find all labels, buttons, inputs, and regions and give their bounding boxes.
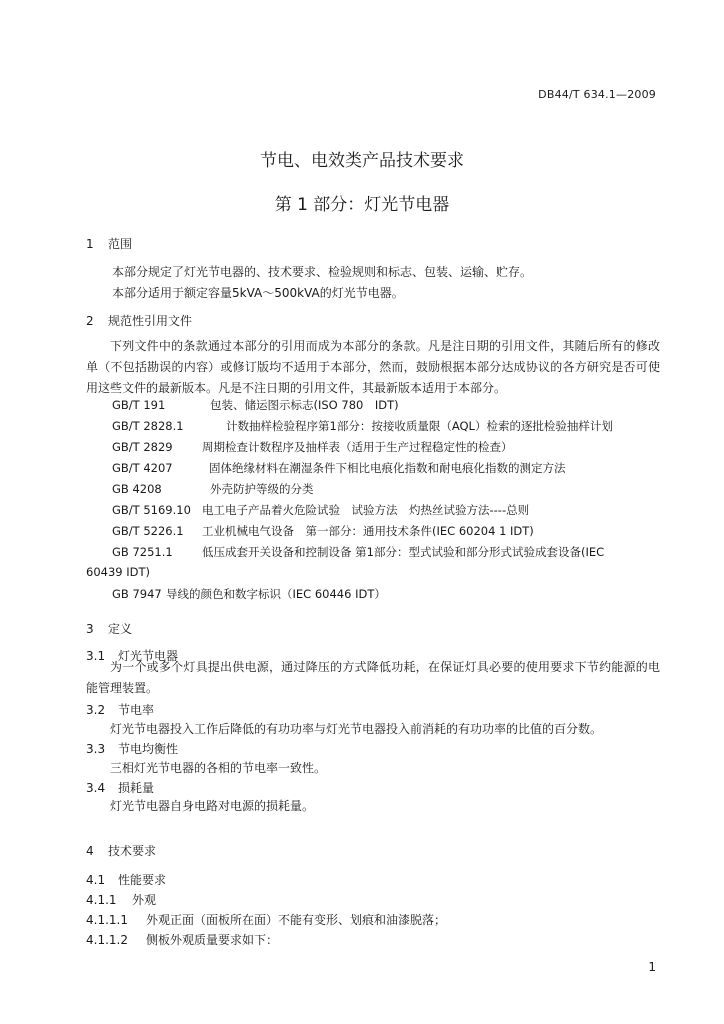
reference-item	[112, 523, 534, 539]
standard-code: DB44/T 634.1—2009	[538, 88, 656, 101]
section-number: 2	[86, 314, 94, 328]
definition-text: 灯光节电器投入工作后降低的有功功率与灯光节电器投入前消耗的有功功率的比值的百分数。	[110, 722, 603, 736]
clause-number: 4.1	[86, 873, 106, 887]
document-subtitle: 第 1 部分：灯光节电器	[274, 195, 450, 215]
reference-title: 周期检查计数程序及抽样表（适用于生产过程稳定性的检查）	[202, 440, 513, 454]
definition-heading	[86, 740, 178, 757]
reference-item	[112, 397, 399, 413]
reference-item-continuation	[86, 565, 150, 579]
clause-number: 3.2	[86, 703, 106, 717]
clause-line	[86, 911, 446, 928]
reference-code: GB/T 4207	[112, 461, 173, 475]
definition-text: 灯光节电器自身电路对电源的损耗量。	[110, 799, 315, 813]
reference-title: 60439 IDT)	[86, 565, 150, 579]
definition-heading	[86, 701, 154, 718]
reference-item	[112, 502, 529, 518]
section-2-intro: 下列文件中的条款通过本部分的引用而成为本部分的条款。凡是注日期的引用文件，其随后所有的修改单（不包括勘误的内容）或修订版均不适用于本部分，然而，鼓励根据本部分达成协议的各方研究是否可使用这些文件的最新版本。凡是不注日期的引用文件，其最新版本适用于本部分。	[86, 339, 660, 395]
clause-number: 4.1.1.1	[86, 913, 128, 927]
reference-title: 固体绝缘材料在潮湿条件下相比电痕化指数和耐电痕化指数的测定方法	[209, 461, 566, 475]
section-number: 1	[86, 237, 94, 251]
clause-title: 性能要求	[118, 873, 167, 887]
clause-text: 外观正面（面板所在面）不能有变形、划痕和油漆脱落；	[146, 913, 447, 927]
section-title: 技术要求	[108, 844, 157, 858]
reference-title: 外壳防护等级的分类	[210, 482, 314, 496]
reference-item	[112, 481, 314, 497]
reference-code: GB/T 191	[112, 398, 166, 412]
reference-item	[112, 544, 604, 560]
section-number: 3	[86, 622, 94, 636]
section-title: 定义	[108, 622, 133, 636]
document-title: 节电、电效类产品技术要求	[260, 151, 464, 171]
reference-code: GB/T 5169.10	[112, 503, 191, 517]
clause-number: 4.1.1.2	[86, 933, 128, 947]
section-title: 范围	[108, 237, 133, 251]
definition-term: 节电均衡性	[118, 742, 179, 756]
page-number: 1	[648, 960, 656, 974]
clause-number: 3.1	[86, 649, 106, 663]
section-1-line-1: 本部分规定了灯光节电器的、技术要求、检验规则和标志、包装、运输、贮存。	[112, 265, 533, 279]
definition-heading	[86, 779, 154, 796]
reference-item	[112, 460, 566, 476]
reference-title: 电工电子产品着火危险试验 试验方法 灼热丝试验方法----总则	[202, 503, 530, 517]
reference-title: 导线的颜色和数字标识（IEC 60446 IDT）	[166, 587, 386, 601]
section-title: 规范性引用文件	[108, 314, 193, 328]
definition-text: 为一个或多个灯具提出供电源，通过降压的方式降低功耗，在保证灯具必要的使用要求下节约能源的电能管理装置。	[86, 660, 660, 695]
clause-number: 3.3	[86, 742, 106, 756]
reference-code: GB/T 5226.1	[112, 524, 184, 538]
clause-heading	[86, 871, 166, 888]
section-2-heading	[86, 312, 192, 329]
reference-code: GB 4208	[112, 482, 162, 496]
clause-number: 4.1.1	[86, 893, 117, 907]
section-number: 4	[86, 844, 94, 858]
definition-term: 损耗量	[118, 781, 155, 795]
reference-code: GB/T 2828.1	[112, 419, 184, 433]
definition-text: 三相灯光节电器的各相的节电率一致性。	[110, 761, 327, 775]
clause-title: 外观	[132, 893, 157, 907]
clause-heading	[86, 891, 156, 908]
reference-code: GB 7251.1	[112, 545, 173, 559]
reference-title: 工业机械电气设备 第一部分：通用技术条件(IEC 60204 1 IDT)	[202, 524, 534, 538]
section-1-line-2: 本部分适用于额定容量5kVA～500kVA的灯光节电器。	[112, 286, 404, 300]
definition-term: 灯光节电器	[118, 649, 179, 663]
reference-title: 计数抽样检验程序第1部分：按接收质量限（AQL）检索的逐批检验抽样计划	[226, 419, 613, 433]
definition-term: 节电率	[118, 703, 155, 717]
reference-title: 低压成套开关设备和控制设备 第1部分：型式试验和部分形式试验成套设备(IEC	[202, 545, 605, 559]
section-3-heading	[86, 620, 132, 637]
reference-code: GB 7947	[112, 587, 162, 601]
section-1-heading	[86, 235, 132, 252]
section-4-heading	[86, 842, 156, 859]
reference-code: GB/T 2829	[112, 440, 173, 454]
clause-number: 3.4	[86, 781, 106, 795]
clause-text: 侧板外观质量要求如下：	[146, 933, 279, 947]
reference-item	[112, 418, 613, 434]
reference-item	[112, 439, 513, 455]
reference-title: 包装、储运图示标志(ISO 780 IDT)	[210, 398, 399, 412]
reference-item	[112, 586, 386, 602]
clause-line	[86, 931, 278, 948]
